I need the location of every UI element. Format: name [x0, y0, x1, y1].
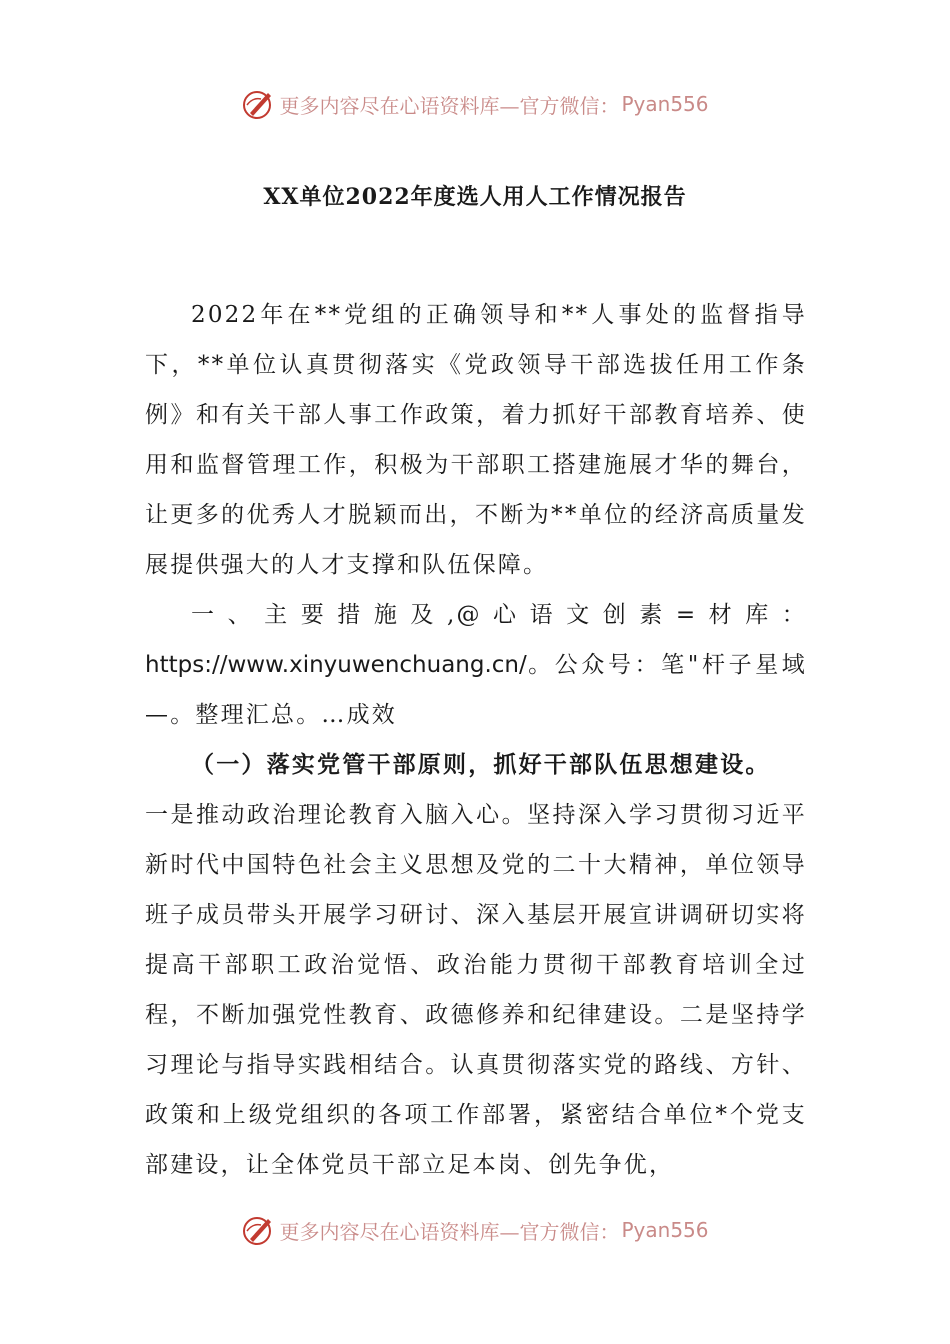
wechat-handle: Pyan556	[621, 92, 709, 116]
pen-logo-icon	[241, 87, 275, 121]
watermark-text: 更多内容尽在心语资料库—官方微信：	[279, 1219, 620, 1244]
intro-paragraph: 2022年在**党组的正确领导和**人事处的监督指导下，**单位认真贯彻落实《党政领导干部选拔任用工作条例》和有关干部人事工作政策，着力抓好干部教育培养、使用和监督管理工作，积极为干部职工搭建施展才华的舞台，让更多的优秀人才脱颖而出，不断为**单位的经济高质量发展提供强大的人才支撑和队伍保障。	[145, 302, 807, 578]
body-paragraph: 一是推动政治理论教育入脑入心。坚持深入学习贯彻习近平新时代中国特色社会主义思想及党的二十大精神，单位领导班子成员带头开展学习研讨、深入基层开展宣讲调研切实将提高干部职工政治觉悟、政治能力贯彻干部教育培训全过程，不断加强党性教育、政德修养和纪律建设。二是坚持学习理论与指导实践相结合。认真贯彻落实党的路线、方针、政策和上级党组织的各项工作部署，紧密结合单位*个党支部建设，让全体党员干部立足本岗、创先争优，	[145, 802, 807, 1178]
url-part-1: https://	[145, 652, 228, 678]
subheading: （一）落实党管干部原则，抓好干部队伍思想建设。	[191, 751, 771, 778]
url-part-2: www.xinyuwenchuang.cn/	[227, 652, 527, 678]
section-heading	[145, 590, 807, 740]
header-watermark	[0, 84, 950, 124]
document-body	[145, 290, 807, 1190]
section-text-b: 。公众号：笔"杆子星域—。整理汇总。…成效	[145, 652, 807, 728]
page-title: XX单位2022年度选人用人工作情况报告	[263, 184, 687, 210]
section-text-a: 一、主要措施及,@心语文创素=材库：	[191, 602, 807, 628]
wechat-handle: Pyan556	[621, 1218, 709, 1242]
pen-logo-icon	[241, 1213, 275, 1247]
footer-watermark	[0, 1210, 950, 1250]
watermark-text: 更多内容尽在心语资料库—官方微信：	[279, 93, 620, 118]
